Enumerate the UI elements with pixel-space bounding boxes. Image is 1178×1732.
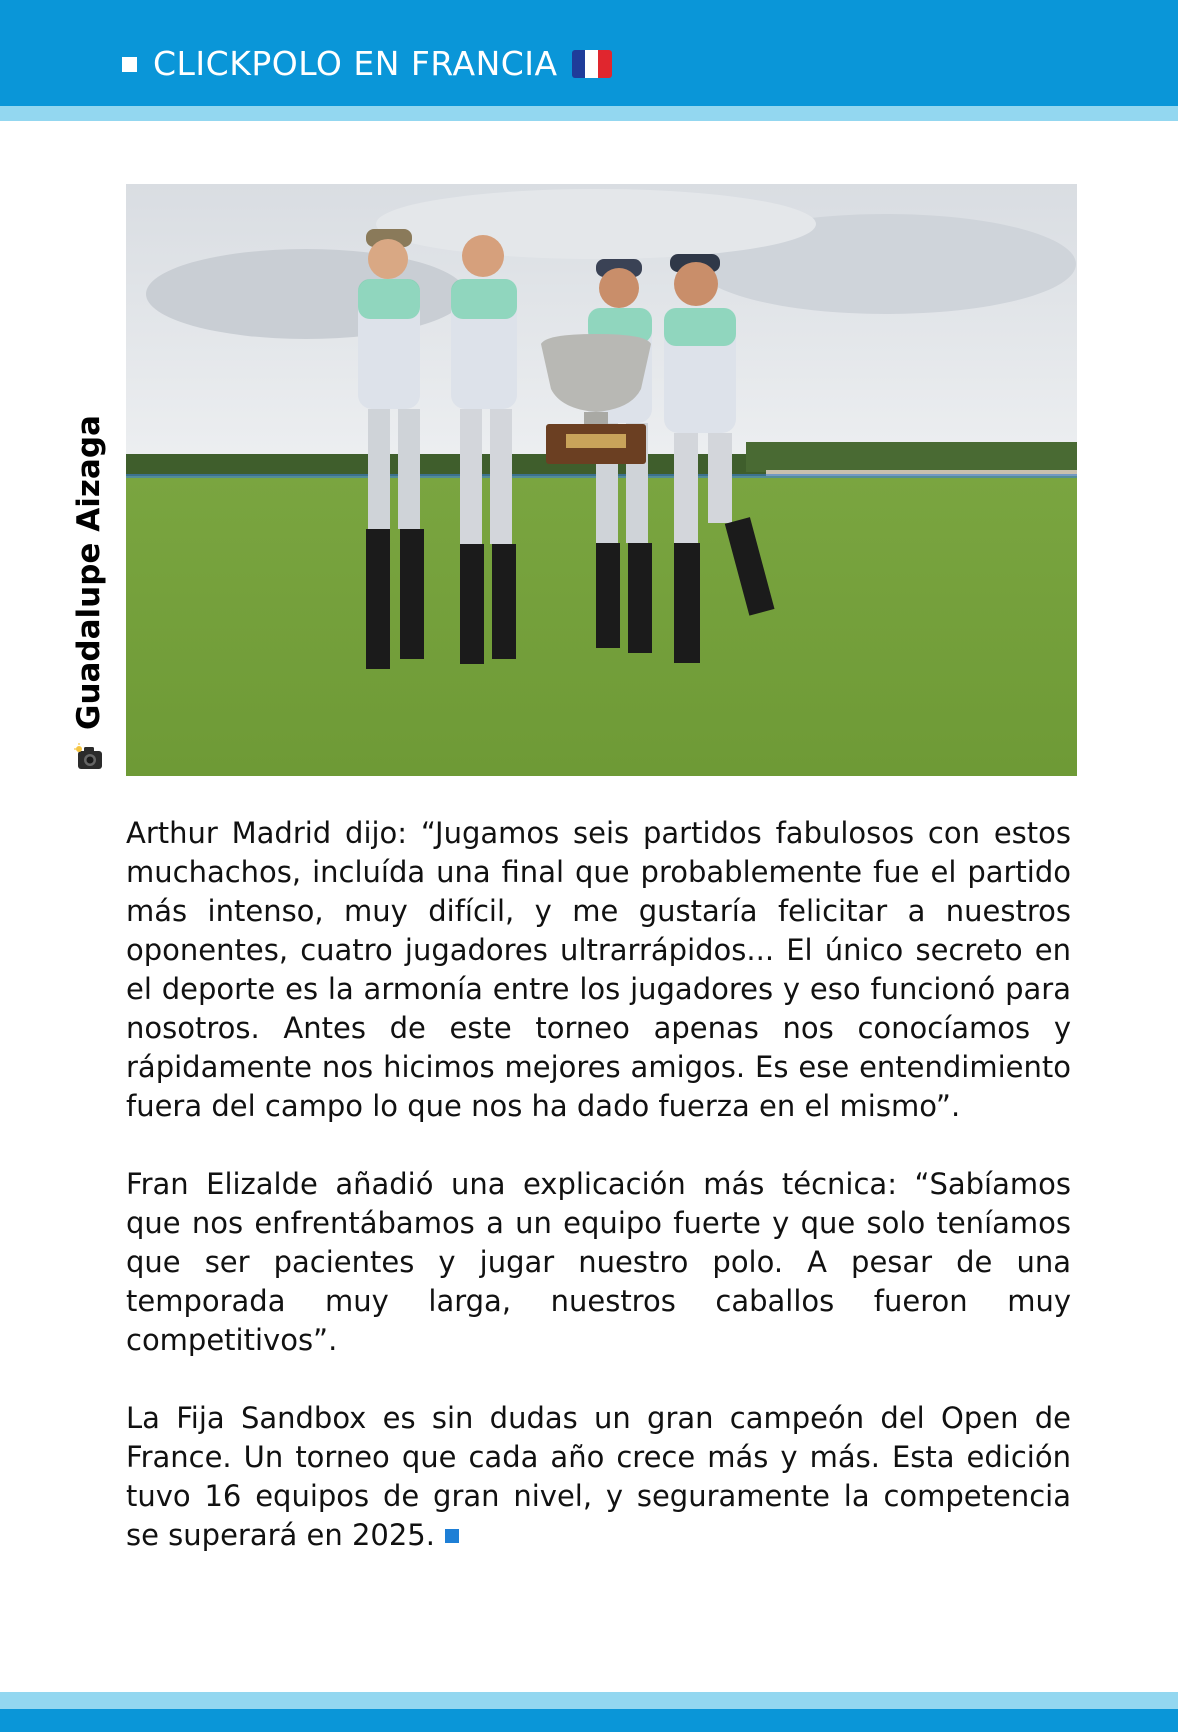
photo-credit-name: Guadalupe Aizaga xyxy=(71,415,107,730)
end-of-article-marker xyxy=(445,1529,459,1543)
article-body xyxy=(126,814,1071,1594)
footer-stripe xyxy=(0,1692,1178,1709)
camera-icon xyxy=(74,743,104,771)
team-trophy-photo-illustration xyxy=(126,184,1077,776)
section-title: CLICKPOLO EN FRANCIA xyxy=(153,44,558,83)
header-square-bullet xyxy=(122,57,137,72)
article-paragraph xyxy=(126,1399,1071,1555)
team-trophy-photo xyxy=(126,184,1077,776)
article-paragraph: Arthur Madrid dijo: “Jugamos seis partidos fabulosos con estos muchachos, incluída una final que probablemente fue el partido más intenso, muy difícil, y me gustaría felicitar a nuestros oponentes, cuatro jugadores ultrarrápidos... El único secreto en el deporte es la armonía entre los jugadores y eso funcionó para nosotros. Antes de este torneo apenas nos conocíamos y rápidamente nos hicimos mejores amigos. Es ese entendimiento fuera del campo lo que nos ha dado fuerza en el mismo”. xyxy=(126,816,1071,1123)
photo-credit xyxy=(66,395,112,780)
article-paragraph-text: La Fija Sandbox es sin dudas un gran campeón del Open de France. Un torneo que cada año crece más y más. Esta edición tuvo 16 equipos de gran nivel, y seguramente la competencia se superará en 2025. xyxy=(126,1401,1071,1552)
footer-bar xyxy=(0,1709,1178,1732)
section-header xyxy=(122,44,612,84)
header-stripe xyxy=(0,106,1178,121)
article-paragraph: Fran Elizalde añadió una explicación más técnica: “Sabíamos que nos enfrentábamos a un equipo fuerte y que solo teníamos que ser pacientes y jugar nuestro polo. A pesar de una temporada muy larga, nuestros caballos fueron muy competitivos”. xyxy=(126,1167,1071,1357)
france-flag-icon xyxy=(572,50,612,78)
